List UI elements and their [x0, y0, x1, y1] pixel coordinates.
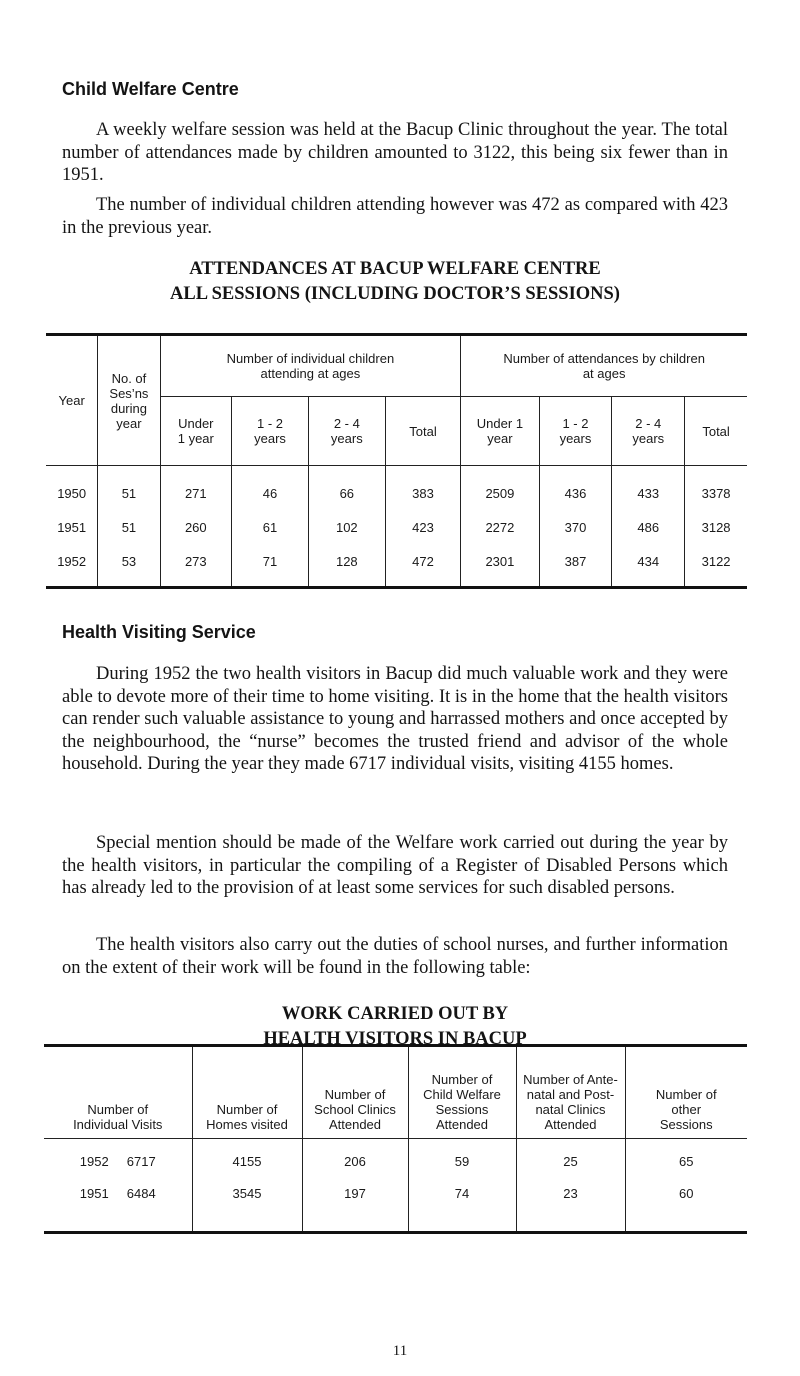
cell: 60	[625, 1177, 747, 1233]
header-group-individual: Number of individual children attending at ages	[160, 335, 461, 397]
cell: 387	[539, 544, 612, 588]
cell: 2509	[461, 466, 539, 511]
cell: 1950	[46, 466, 98, 511]
cell: 271	[160, 466, 232, 511]
cell: 433	[612, 466, 685, 511]
header-total: Total	[685, 397, 747, 466]
header-2-4: 2 - 4 years	[308, 397, 385, 466]
attendance-table	[46, 333, 747, 589]
cell: 472	[385, 544, 461, 588]
cell: 1951	[46, 510, 98, 544]
cell: 102	[308, 510, 385, 544]
cell: 59	[408, 1139, 516, 1178]
table-row	[44, 1139, 747, 1178]
cell: 53	[98, 544, 160, 588]
header-individual-visits: Number of Individual Visits	[44, 1046, 192, 1139]
cell: 436	[539, 466, 612, 511]
cell: 2272	[461, 510, 539, 544]
cell: 197	[302, 1177, 408, 1233]
cell: 51	[98, 510, 160, 544]
cell: 71	[232, 544, 309, 588]
cell: 2301	[461, 544, 539, 588]
section-heading-child-welfare: Child Welfare Centre	[62, 79, 239, 99]
cell: 423	[385, 510, 461, 544]
paragraph: Special mention should be made of the Welfare work carried out during the year by the health visitors, in particular the compiling of a Register of Disabled Persons which has already led to the provision of at least some services for such disabled persons.	[62, 833, 728, 898]
header-year: Year	[46, 335, 98, 466]
cell: 128	[308, 544, 385, 588]
caption-line: HEALTH VISITORS IN BACUP	[263, 1029, 527, 1049]
table-row	[46, 466, 747, 511]
header-ante-post-natal: Number of Ante-natal and Post-natal Clinics Attended	[516, 1046, 625, 1139]
section-heading-health-visiting: Health Visiting Service	[62, 622, 256, 642]
header-group-attendances: Number of attendances by children at ages	[461, 335, 747, 397]
cell: 370	[539, 510, 612, 544]
cell: 1951 6484	[44, 1177, 192, 1233]
cell: 206	[302, 1139, 408, 1178]
header-2-4: 2 - 4 years	[612, 397, 685, 466]
header-1-2: 1 - 2 years	[232, 397, 309, 466]
table-caption	[62, 257, 728, 307]
cell: 46	[232, 466, 309, 511]
cell: 486	[612, 510, 685, 544]
caption-line: WORK CARRIED OUT BY	[281, 1004, 509, 1024]
cell: 25	[516, 1139, 625, 1178]
table-row	[44, 1177, 747, 1233]
cell: 74	[408, 1177, 516, 1233]
table-row	[46, 544, 747, 588]
cell: 3545	[192, 1177, 302, 1233]
table-row	[46, 510, 747, 544]
paragraph: The number of individual children attending however was 472 as compared with 423 in the previous year.	[62, 195, 728, 238]
header-1-2: 1 - 2 years	[539, 397, 612, 466]
header-under-1: Under 1 year	[461, 397, 539, 466]
paragraph: The health visitors also carry out the duties of school nurses, and further information on the extent of their work will be found in the following table:	[62, 935, 728, 978]
header-other-sessions: Number of other Sessions	[625, 1046, 747, 1139]
header-homes-visited: Number of Homes visited	[192, 1046, 302, 1139]
cell: 1952	[46, 544, 98, 588]
header-child-welfare-sessions: Number of Child Welfare Sessions Attended	[408, 1046, 516, 1139]
header-sessions: No. of Ses’ns during year	[98, 335, 160, 466]
cell: 66	[308, 466, 385, 511]
cell: 273	[160, 544, 232, 588]
cell: 434	[612, 544, 685, 588]
cell: 51	[98, 466, 160, 511]
caption-line: ALL SESSIONS (INCLUDING DOCTOR’S SESSIONS)	[170, 284, 620, 304]
cell: 23	[516, 1177, 625, 1233]
cell: 383	[385, 466, 461, 511]
paragraph: During 1952 the two health visitors in Bacup did much valuable work and they were able to devote more of their time to home visiting. It is in the home that the health visitors can render such valuable assistance to young and harrassed mothers and once accepted by the neighbourhood, the “nurse” becomes the trusted friend and advisor of the whole household. During the year they made 6717 individual visits, visiting 4155 homes.	[62, 664, 728, 774]
caption-line: ATTENDANCES AT BACUP WELFARE CENTRE	[189, 259, 601, 279]
cell: 4155	[192, 1139, 302, 1178]
cell: 260	[160, 510, 232, 544]
paragraph: A weekly welfare session was held at the Bacup Clinic throughout the year. The total number of attendances made by children amounted to 3122, this being six fewer than in 1951.	[62, 120, 728, 185]
cell: 3128	[685, 510, 747, 544]
header-school-clinics: Number of School Clinics Attended	[302, 1046, 408, 1139]
header-total: Total	[385, 397, 461, 466]
page-number: 11	[392, 1343, 408, 1359]
cell: 3378	[685, 466, 747, 511]
cell: 1952 6717	[44, 1139, 192, 1178]
cell: 3122	[685, 544, 747, 588]
health-visitors-table	[44, 1044, 747, 1234]
cell: 61	[232, 510, 309, 544]
cell: 65	[625, 1139, 747, 1178]
header-under-1: Under 1 year	[160, 397, 232, 466]
